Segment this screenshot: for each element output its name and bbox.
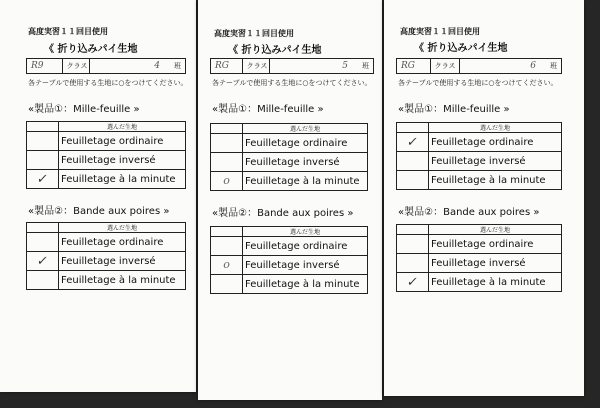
product-1-dough-table <box>210 123 368 191</box>
group-label: 班 <box>362 62 369 70</box>
course-label: 高度実習１１回目使用 <box>28 27 108 36</box>
course-label: 高度実習１１回目使用 <box>400 27 480 36</box>
product-1-dough-table <box>396 122 562 190</box>
check-mark: o <box>223 258 230 271</box>
dough-option: Feuilletage inversé <box>429 254 562 273</box>
sheet-title: 《 折り込みパイ生地 <box>228 45 322 56</box>
instruction-text: 各テーブルで使用する生地に○をつけてください。 <box>398 79 558 87</box>
check-mark: ✓ <box>405 274 420 290</box>
group-label: 班 <box>550 62 557 70</box>
product-2-dough-table <box>26 222 186 290</box>
check-cell[interactable] <box>397 152 429 171</box>
check-cell[interactable] <box>211 275 243 294</box>
dough-option: Feuilletage ordinaire <box>59 132 186 151</box>
check-cell[interactable] <box>211 256 243 275</box>
dough-option: Feuilletage ordinaire <box>243 134 368 153</box>
dough-option: Feuilletage ordinaire <box>429 133 562 152</box>
check-cell[interactable] <box>397 254 429 273</box>
table-header: 選んだ生地 <box>429 123 562 133</box>
check-mark: ✓ <box>35 253 50 269</box>
class-label: クラス <box>246 62 268 70</box>
course-label: 高度実習１１回目使用 <box>214 29 294 38</box>
class-group-box <box>396 58 562 74</box>
table-header: 選んだ生地 <box>429 225 562 235</box>
class-code: RG <box>215 61 229 71</box>
check-cell[interactable] <box>27 132 59 151</box>
product-1-dough-table <box>26 121 186 189</box>
instruction-text: 各テーブルで使用する生地に○をつけてください。 <box>212 79 372 87</box>
check-cell[interactable] <box>397 235 429 254</box>
class-group-box <box>210 58 374 74</box>
order-sheet-group-4 <box>0 0 196 392</box>
dough-option: Feuilletage inversé <box>59 252 186 271</box>
dough-option: Feuilletage inversé <box>429 152 562 171</box>
table-header: 選んだ生地 <box>243 227 368 237</box>
product-1-title: «製品①：Mille-feuille » <box>212 104 324 115</box>
dough-option: Feuilletage à la minute <box>243 275 368 294</box>
class-group-box <box>26 58 186 74</box>
product-1-title: «製品①：Mille-feuille » <box>398 104 510 115</box>
product-2-dough-table <box>210 226 368 294</box>
product-2-title: «製品②：Bande aux poires » <box>398 207 540 218</box>
dough-option: Feuilletage ordinaire <box>429 235 562 254</box>
check-cell[interactable] <box>27 151 59 170</box>
order-sheet-group-5 <box>198 0 382 400</box>
check-cell[interactable] <box>27 233 59 252</box>
check-cell[interactable] <box>397 273 429 292</box>
class-label: クラス <box>66 62 88 70</box>
class-code: RG <box>401 61 415 71</box>
table-header: 選んだ生地 <box>59 223 186 233</box>
check-mark: o <box>223 174 230 187</box>
product-2-title: «製品②：Bande aux poires » <box>212 208 354 219</box>
product-2-dough-table <box>396 224 562 292</box>
class-code: R9 <box>31 61 44 71</box>
group-number: 4 <box>154 61 160 71</box>
check-cell[interactable] <box>211 172 243 191</box>
check-cell[interactable] <box>397 133 429 152</box>
dough-option: Feuilletage à la minute <box>429 273 562 292</box>
order-sheet-group-6 <box>384 0 584 396</box>
dough-option: Feuilletage à la minute <box>59 170 186 189</box>
class-label: クラス <box>434 62 456 70</box>
sheet-title: 《 折り込みパイ生地 <box>44 44 138 55</box>
dough-option: Feuilletage à la minute <box>429 171 562 190</box>
table-header: 選んだ生地 <box>243 124 368 134</box>
check-cell[interactable] <box>211 237 243 256</box>
check-cell[interactable] <box>27 271 59 290</box>
product-2-title: «製品②：Bande aux poires » <box>28 206 170 217</box>
check-cell[interactable] <box>211 134 243 153</box>
check-cell[interactable] <box>27 170 59 189</box>
group-number: 5 <box>342 61 348 71</box>
check-mark: ✓ <box>35 171 50 187</box>
dough-option: Feuilletage à la minute <box>243 172 368 191</box>
sheet-title: 《 折り込みパイ生地 <box>414 43 508 54</box>
dough-option: Feuilletage à la minute <box>59 271 186 290</box>
check-cell[interactable] <box>211 153 243 172</box>
dough-option: Feuilletage ordinaire <box>59 233 186 252</box>
instruction-text: 各テーブルで使用する生地に○をつけてください。 <box>28 79 188 87</box>
dough-option: Feuilletage inversé <box>59 151 186 170</box>
check-cell[interactable] <box>27 252 59 271</box>
check-cell[interactable] <box>397 171 429 190</box>
group-number: 6 <box>530 61 536 71</box>
group-label: 班 <box>174 62 181 70</box>
table-header: 選んだ生地 <box>59 122 186 132</box>
dough-option: Feuilletage ordinaire <box>243 237 368 256</box>
dough-option: Feuilletage inversé <box>243 153 368 172</box>
check-mark: ✓ <box>405 134 420 150</box>
product-1-title: «製品①：Mille-feuille » <box>28 104 140 115</box>
dough-option: Feuilletage inversé <box>243 256 368 275</box>
